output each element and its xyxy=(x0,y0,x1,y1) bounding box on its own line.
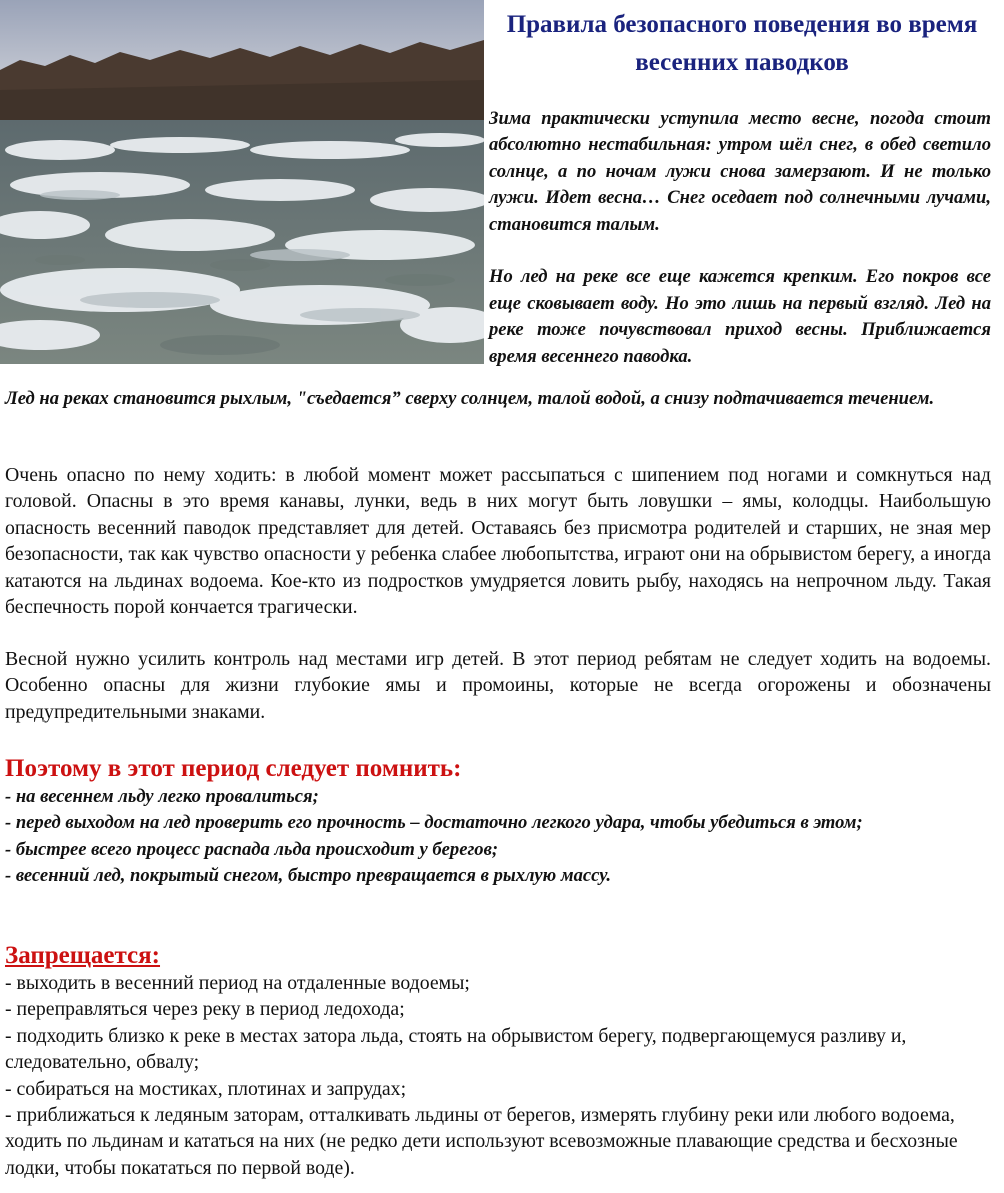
remember-heading: Поэтому в этот период следует помнить: xyxy=(5,755,462,782)
page-title: Правила безопасного поведения во время весенних паводков xyxy=(506,11,978,76)
intro-paragraph-1: Зима практически уступила место весне, погода стоит абсолютно нестабильная: утром шёл снег, в обед светило солнце, а по ночам лужи снова замерзают. И не только лужи. Идет весна… Снег оседает под солнечными лучами, становится талым. xyxy=(489,108,991,235)
intro-paragraph-2: Но лед на реке все еще кажется крепким. Его покров все еще сковывает воду. Но это лишь на первый взгляд. Лед на реке тоже почувствовал приход весны. Приближается время весеннего паводка. xyxy=(489,266,991,367)
forbidden-list xyxy=(5,970,991,1181)
body-paragraph-1: Очень опасно по нему ходить: в любой момент может рассыпаться с шипением под ногами и сомкнуться над головой. Опасны в это время канавы, лунки, ведь в них могут быть ловушки – ямы, колодцы. Наибольшую опасность весенний паводок представляет для детей. Оставаясь без присмотра родителей и старших, не зная мер безопасности, так как чувство опасности у ребенка слабее любопытства, играют они на обрывистом берегу, а иногда катаются на льдинах водоема. Кое-кто из подростков умудряется ловить рыбу, находясь на непрочном льду. Такая беспечность порой кончается трагически. xyxy=(5,464,991,619)
intro-block xyxy=(489,106,991,370)
remember-item: - быстрее всего процесс распада льда происходит у берегов; xyxy=(5,838,499,860)
forbidden-item: - собираться на мостиках, плотинах и запрудах; xyxy=(5,1077,407,1100)
forbidden-heading: Запрещается: xyxy=(5,942,161,969)
body-paragraph-2: Весной нужно усилить контроль над местами игр детей. В этот период ребятам не следует ходить на водоемы. Особенно опасны для жизни глубокие ямы и промоины, которые не всегда огорожены и обозначены предупредительными знаками. xyxy=(5,648,991,723)
remember-item: - на весеннем льду легко провалиться; xyxy=(5,786,319,807)
forbidden-item: - выходить в весенний период на отдаленные водоемы; xyxy=(5,972,470,994)
forbidden-item: - переправляться через реку в период ледохода; xyxy=(5,998,405,1021)
forbidden-item: - приближаться к ледяным заторам, отталкивать льдины от берегов, измерять глубину реки или любого водоема, ходить по льдинам и кататься на них (не редко дети используют всевозможные плавающие средства и бесхозные лодки, чтобы покататься по первой воде). xyxy=(5,1104,958,1179)
remember-list xyxy=(5,784,991,890)
river-ice-photo xyxy=(0,0,484,364)
forbidden-item: - подходить близко к реке в местах затора льда, стоять на обрывистом берегу, подвергающемуся разливу и, следовательно, обвалу; xyxy=(5,1024,907,1074)
remember-item: - перед выходом на лед проверить его прочность – достаточно легкого удара, чтобы убедиться в этом; xyxy=(5,812,863,834)
remember-item: - весенний лед, покрытый снегом, быстро превращается в рыхлую массу. xyxy=(5,865,611,887)
intro-continuation: Лед на реках становится рыхлым, "съедается” сверху солнцем, талой водой, а снизу подтачивается течением. xyxy=(5,388,935,409)
